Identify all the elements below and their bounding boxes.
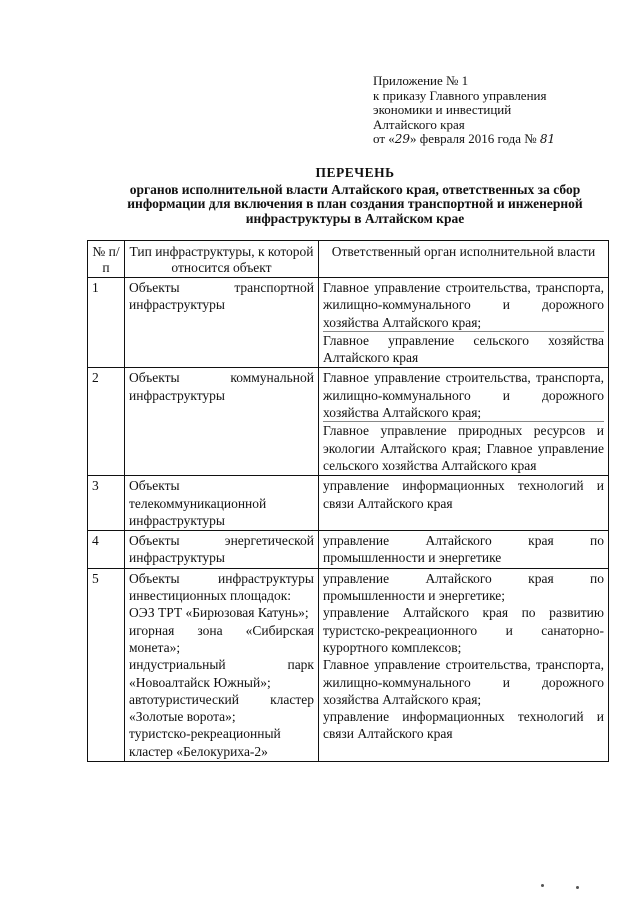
row-num: 5	[88, 568, 125, 761]
type-line: автотуристический кластер «Золотые ворота»;	[129, 691, 314, 725]
row-num: 4	[88, 531, 125, 569]
row-type: Объекты транспортной инфраструктуры	[125, 278, 319, 368]
row-responsible	[319, 278, 609, 368]
table-row	[88, 278, 609, 368]
type-line: игорная зона «Сибирская монета»;	[129, 622, 314, 655]
row-type: Объекты энергетической инфраструктуры	[125, 531, 319, 569]
row-type: Объекты коммунальной инфраструктуры	[125, 368, 319, 476]
responsible-item: Главное управление строительства, транспорта, жилищно-коммунального и дорожного хозяйства Алтайского края;	[323, 280, 604, 330]
row-responsible	[319, 531, 609, 569]
scan-speck	[541, 884, 544, 887]
row-responsible	[319, 368, 609, 476]
header-type: Тип инфраструктуры, к которой относится объект	[125, 241, 319, 278]
row-type	[125, 568, 319, 761]
document-subtitle-line: органов исполнительной власти Алтайского края, ответственных за сбор	[129, 181, 581, 197]
responsible-item: Главное управление строительства, транспорта, жилищно-коммунального и дорожного хозяйства Алтайского края;	[323, 370, 604, 421]
responsible-item: управление Алтайского края по развитию туристско-рекреационного и санаторно-курортного комплексов;	[323, 605, 604, 655]
responsible-item: Главное управление сельского хозяйства Алтайского края	[323, 332, 604, 366]
responsible-item: управление Алтайского края по промышленности и энергетике	[323, 533, 604, 566]
table-header-row	[88, 241, 609, 278]
appendix-date-line	[373, 132, 623, 147]
type-line: Объекты инфраструктуры инвестиционных площадок:	[129, 570, 314, 604]
appendix-line: Алтайского края	[373, 116, 465, 132]
responsible-item: Главное управление природных ресурсов и экологии Алтайского края; Главное управление сельского хозяйства Алтайского края	[323, 423, 604, 473]
type-line: ОЭЗ ТРТ «Бирюзовая Катунь»;	[129, 605, 309, 621]
date-middle: » февраля 2016 года №	[410, 131, 537, 146]
document-subtitle-line: информации для включения в план создания транспортной и инженерной	[127, 196, 583, 211]
table-row	[88, 368, 609, 476]
row-type: Объекты телекоммуникационной инфраструктуры	[125, 476, 319, 531]
appendix-line: Приложение № 1	[373, 73, 469, 88]
date-day: 29	[394, 132, 411, 146]
row-responsible	[319, 476, 609, 531]
responsible-item: управление Алтайского края по промышленности и энергетике;	[323, 570, 604, 604]
appendix-line: экономики и инвестиций	[373, 102, 512, 117]
row-num: 3	[88, 476, 125, 531]
table-row	[88, 531, 609, 569]
document-title-block	[90, 166, 620, 226]
document-subtitle-line: инфраструктуры в Алтайском крае	[245, 210, 465, 226]
responsibility-table	[87, 240, 609, 762]
date-prefix: от «	[373, 131, 395, 146]
table-row	[88, 476, 609, 531]
row-responsible	[319, 568, 609, 761]
row-num: 2	[88, 368, 125, 476]
responsible-item: управление информационных технологий и связи Алтайского края	[323, 478, 604, 511]
responsible-item: управление информационных технологий и связи Алтайского края	[323, 709, 604, 742]
document-title: ПЕРЕЧЕНЬ	[315, 165, 395, 180]
appendix-block	[373, 74, 623, 147]
responsible-item: Главное управление строительства, транспорта, жилищно-коммунального и дорожного хозяйства Алтайского края;	[323, 657, 604, 707]
type-line: индустриальный парк «Новоалтайск Южный»;	[129, 657, 314, 690]
header-num: № п/п	[88, 241, 125, 278]
header-responsible: Ответственный орган исполнительной власти	[319, 241, 609, 278]
type-line: туристско-рекреационный кластер «Белокуриха-2»	[129, 726, 281, 759]
order-number: 81	[539, 132, 556, 146]
appendix-line: к приказу Главного управления	[373, 87, 547, 103]
table-row	[88, 568, 609, 761]
scan-speck	[576, 886, 579, 889]
row-num: 1	[88, 278, 125, 368]
